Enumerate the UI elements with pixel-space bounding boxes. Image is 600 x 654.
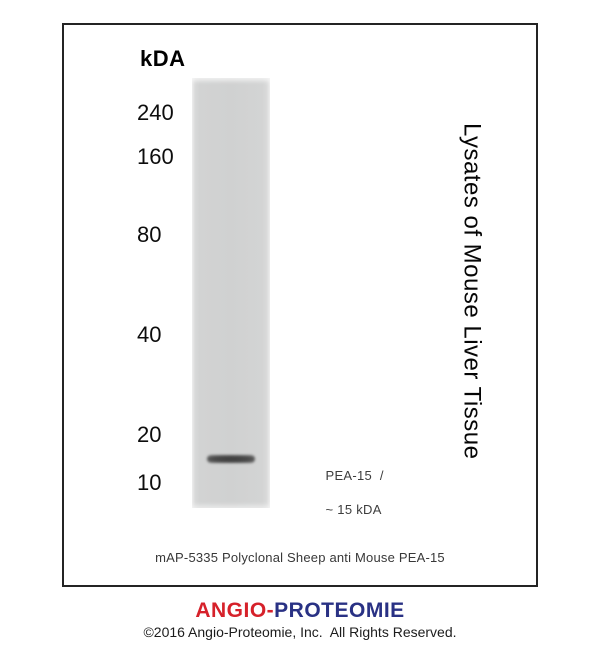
sample-side-label: Lysates of Mouse Liver Tissue bbox=[458, 123, 486, 460]
band-annotation-line1: PEA-15 / bbox=[325, 468, 384, 483]
band-annotation-line2: ~ 15 kDA bbox=[325, 502, 382, 517]
protein-band bbox=[207, 455, 255, 463]
antibody-caption: mAP-5335 Polyclonal Sheep anti Mouse PEA-15 bbox=[155, 550, 445, 565]
mw-marker-160: 160 bbox=[137, 144, 174, 169]
mw-marker-80: 80 bbox=[137, 222, 162, 247]
mw-marker-240: 240 bbox=[137, 100, 174, 125]
mw-marker-10: 10 bbox=[137, 470, 162, 495]
mw-marker-20: 20 bbox=[137, 422, 162, 447]
brand-logo bbox=[0, 599, 600, 623]
band-annotation bbox=[302, 450, 384, 535]
blot-panel-frame bbox=[62, 23, 538, 587]
copyright-line: ©2016 Angio-Proteomie, Inc. All Rights Reserved. bbox=[143, 624, 457, 640]
mw-marker-40: 40 bbox=[137, 322, 162, 347]
brand-logo-part2: PROTEOMIE bbox=[274, 599, 405, 622]
kda-unit-label: kDA bbox=[140, 46, 186, 71]
blot-lane bbox=[192, 78, 270, 508]
brand-logo-part1: ANGIO- bbox=[195, 599, 275, 622]
